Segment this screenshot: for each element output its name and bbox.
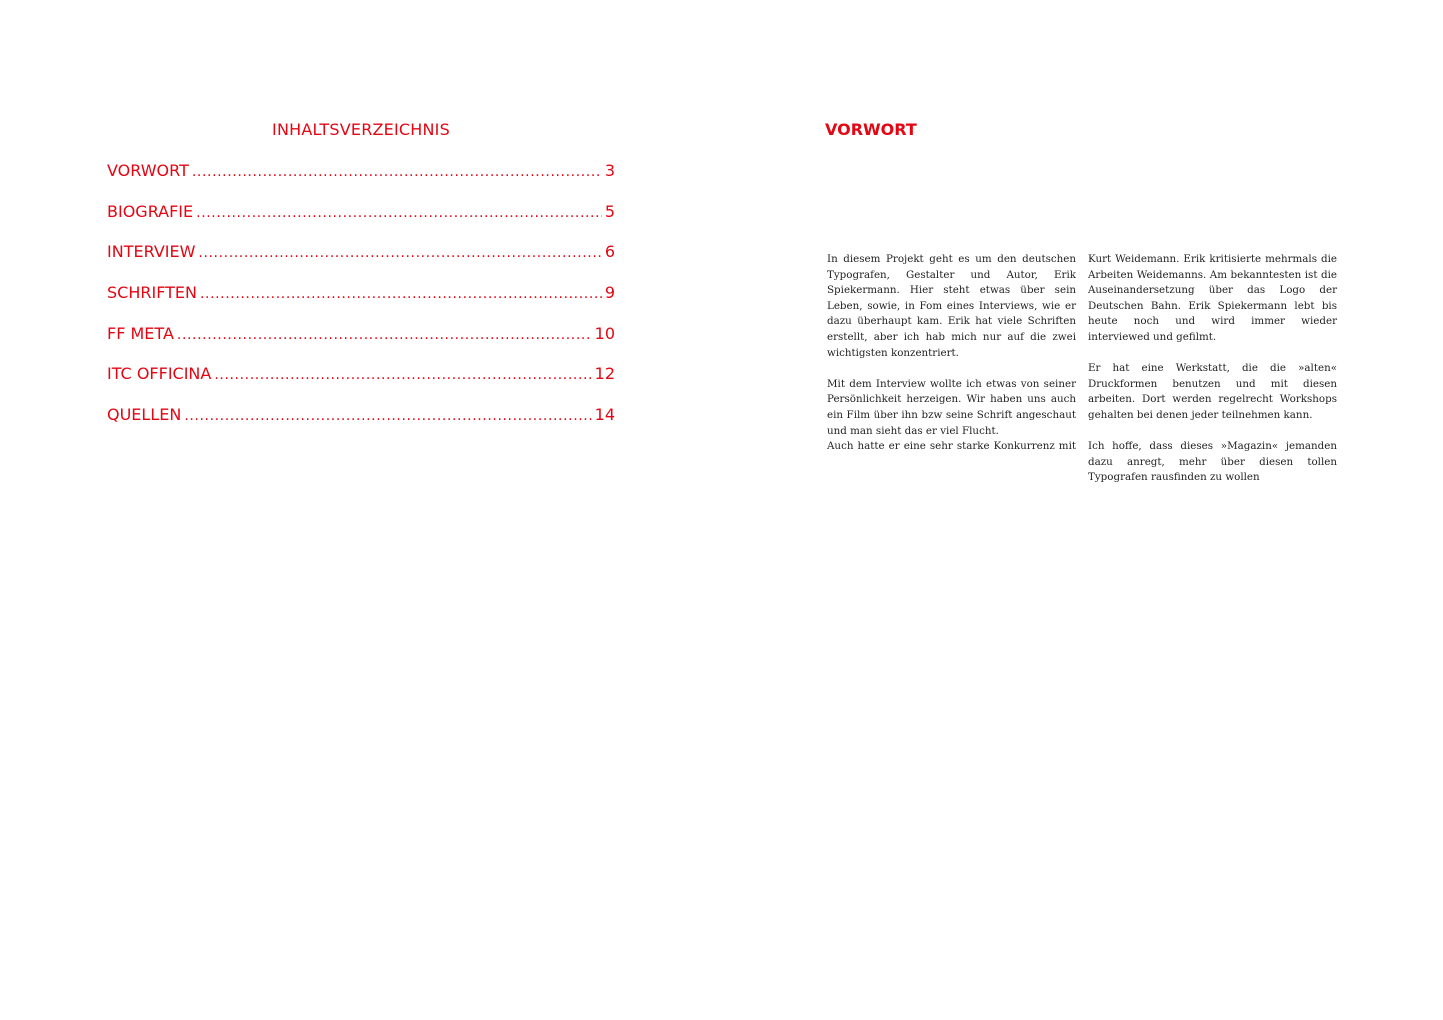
toc-entry-label: SCHRIFTEN: [107, 283, 197, 303]
foreword-paragraph-continued: Kurt Weidemann. Erik kritisierte mehrmals die Arbeiten Weidemanns. Am bekanntesten ist die Auseinandersetzung über das Logo der Deutschen Bahn. Erik Spiekermann lebt bis heute noch und wird immer wieder interviewed und gefilmt.: [1088, 253, 1337, 343]
toc-leader-dots: [200, 284, 602, 304]
toc-entry-interview[interactable]: [107, 242, 615, 283]
foreword-paragraph: Auch hatte er eine sehr starke Konkurrenz mit: [827, 440, 1076, 453]
toc-entry-label: ITC OFFICINA: [107, 364, 212, 384]
foreword-paragraph: Ich hoffe, dass dieses »Magazin« jemanden dazu anregt, mehr über diesen tollen Typografen rausfinden zu wollen: [1088, 440, 1337, 484]
toc-entry-schriften[interactable]: [107, 283, 615, 324]
toc-entry-vorwort[interactable]: [107, 161, 615, 202]
foreword-paragraph: In diesem Projekt geht es um den deutschen Typografen, Gestalter und Autor, Erik Spiekermann. Hier steht etwas über sein Leben, sowie, in Fom eines Interviews, wie er dazu überhaupt kam. Erik hat viele Schriften erstellt, aber ich hab mich nur auf die zwei wichtigsten konzentriert.: [827, 253, 1076, 359]
foreword-column-left: [827, 252, 1076, 455]
foreword-title: VORWORT: [825, 120, 917, 139]
toc-entry-label: VORWORT: [107, 161, 189, 180]
foreword-paragraph: Mit dem Interview wollte ich etwas von seiner Persönlichkeit herzeigen. Wir haben uns auch ein Film über ihn bzw seine Schrift angeschaut und man sieht das er viel Flucht.: [827, 377, 1076, 437]
toc-entry-page: 10: [594, 323, 615, 343]
toc-entry-label: QUELLEN: [107, 405, 182, 425]
toc-entry-label: INTERVIEW: [107, 242, 196, 262]
toc-entry-itc-officina[interactable]: [107, 364, 615, 405]
toc-leader-dots: [214, 365, 591, 385]
foreword-paragraph: Er hat eine Werkstatt, die die »alten« Druckformen benutzen und mit diesen arbeiten. Dort werden regelrecht Workshops gehalten bei denen jeder teilnehmen kann.: [1088, 362, 1337, 421]
toc-leader-dots: [196, 203, 602, 223]
left-page-table-of-contents: [0, 0, 721, 1020]
toc-title: INHALTSVERZEICHNIS: [272, 120, 450, 139]
toc-leader-dots: [184, 406, 591, 426]
toc-entry-quellen[interactable]: [107, 405, 615, 446]
right-page-foreword: [721, 0, 1443, 1020]
toc-entry-label: FF META: [107, 323, 174, 343]
toc-leader-dots: [192, 162, 602, 182]
toc-list: [107, 161, 615, 446]
toc-entry-page: 12: [594, 364, 615, 384]
toc-entry-page: 6: [604, 242, 615, 262]
toc-entry-page: 5: [604, 201, 615, 221]
toc-entry-page: 9: [604, 283, 615, 303]
toc-entry-biografie[interactable]: [107, 202, 615, 243]
toc-entry-label: BIOGRAFIE: [107, 201, 194, 221]
toc-entry-page: 3: [604, 161, 615, 180]
toc-leader-dots: [198, 243, 601, 263]
toc-entry-ff-meta[interactable]: [107, 324, 615, 365]
toc-entry-page: 14: [594, 405, 615, 425]
toc-leader-dots: [177, 325, 592, 345]
foreword-column-right: [1088, 252, 1337, 502]
